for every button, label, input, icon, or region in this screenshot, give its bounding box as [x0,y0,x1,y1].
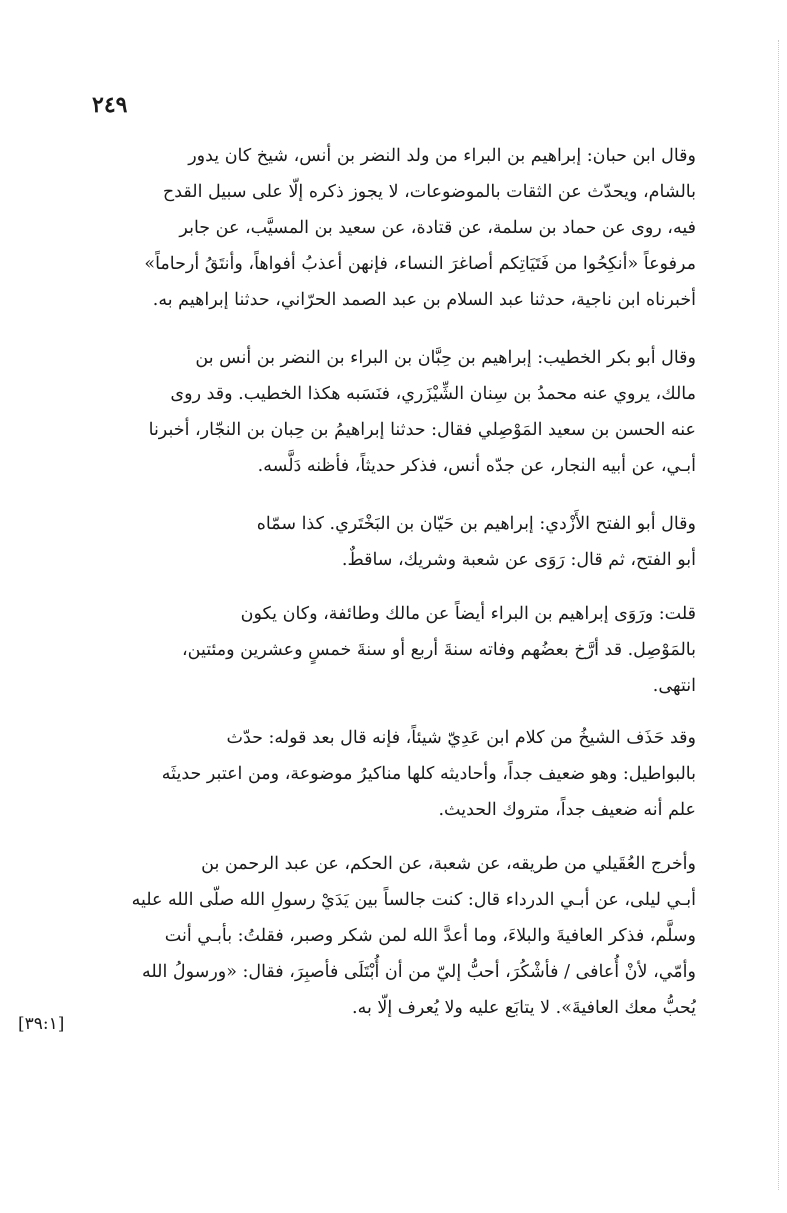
text-line: علم أنه ضعيف جداً، متروك الحديث. [438,800,696,820]
text-line: وقال ابن حبان: إبراهيم بن البراء من ولد النضر بن أنس، شيخ كان يدور [188,146,696,166]
text-line: انتهى. [652,676,696,696]
text-line: وقال أبو بكر الخطيب: إبراهيم بن حِبَّان بن البراء بن النضر بن أنس بن [195,348,696,368]
paragraph-al-uqayli [92,846,696,1026]
scan-edge-line [777,40,779,1190]
text-line: فيه، روى عن حماد بن سلمة، عن قتادة، عن سعيد بن المسيَّب، عن جابر [179,218,696,238]
paragraph-ibn-hibban [92,138,696,318]
paragraph-author-note [92,596,696,704]
text-line: بالشام، ويحدّث عن الثقات بالموضوعات، لا يجوز ذكره إلّا على سبيل القدح [162,182,696,202]
paragraph-ibn-adi [92,720,696,828]
text-line: وقال أبو الفتح الأَزْدي: إبراهيم بن حَيّان بن البَخْتَري. كذا سمّاه [256,514,696,534]
text-line: وسلَّم، فذكر العافيةَ والبلاءَ، وما أعدَّ الله لمن شكر وصبر، فقلتُ: بأبـي أنت [164,926,696,946]
margin-reference: [٣٩:١] [18,1014,65,1034]
paragraph-al-khatib [92,340,696,484]
text-line: أبو الفتح، ثم قال: رَوَى عن شعبة وشريك، ساقطٌ. [341,550,696,570]
paragraph-al-azdi [92,506,696,578]
text-line: بالمَوْصِل. قد أرَّخ بعضُهم وفاته سنةَ أربع أو سنةَ خمسٍ وعشرين ومئتين، [181,640,696,660]
text-line: وأمّي، لأنْ أُعافى / فأشْكُرَ، أحبُّ إليّ من أن أُبْتَلَى فأصبِرَ، فقال: «ورسولُ الله [141,962,696,982]
text-line: أبـي ليلى، عن أبـي الدرداء قال: كنت جالساً بين يَدَيْ رسولِ الله صلّى الله عليه [131,890,696,910]
text-line: بالبواطيل: وهو ضعيف جداً، وأحاديثه كلها مناكيرُ موضوعة، ومن اعتبر حديثَه [161,764,696,784]
text-line: وأخرج العُقَيلي من طريقه، عن شعبة، عن الحكم، عن عبد الرحمن بن [201,854,696,874]
text-line: يُحبُّ معك العافيةَ». لا يتابَع عليه ولا يُعرف إلّا به. [352,998,696,1018]
text-line: أخبرناه ابن ناجية، حدثنا عبد السلام بن عبد الصمد الحرّاني، حدثنا إبراهيم به. [152,290,696,310]
text-line: عنه الحسن بن سعيد المَوْصِلي فقال: حدثنا إبراهيمُ بن حِبان بن النجّار، أخبرنا [148,420,696,440]
text-line: وقد حَذَف الشيخُ من كلام ابن عَدِيّ شيئاً، فإنه قال بعد قوله: حدّث [226,728,696,748]
text-line: مالك، يروي عنه محمدُ بن سِنان الشِّيْزَري، فنَسَبه هكذا الخطيب. وقد روى [170,384,696,404]
text-line: أبـي، عن أبيه النجار، عن جدّه أنس، فذكر حديثاً، فأظنه دَلَّسه. [257,456,696,476]
page-number: ٢٤٩ [92,92,128,118]
text-line: قلت: ورَوَى إبراهيم بن البراء أيضاً عن مالك وطائفة، وكان يكون [240,604,696,624]
text-line: مرفوعاً «أنكِحُوا من فَتَيَاتِكم أصاغرَ النساء، فإنهن أعذبُ أفواهاً، وأنتَقُ أرحاماً» [144,254,696,274]
